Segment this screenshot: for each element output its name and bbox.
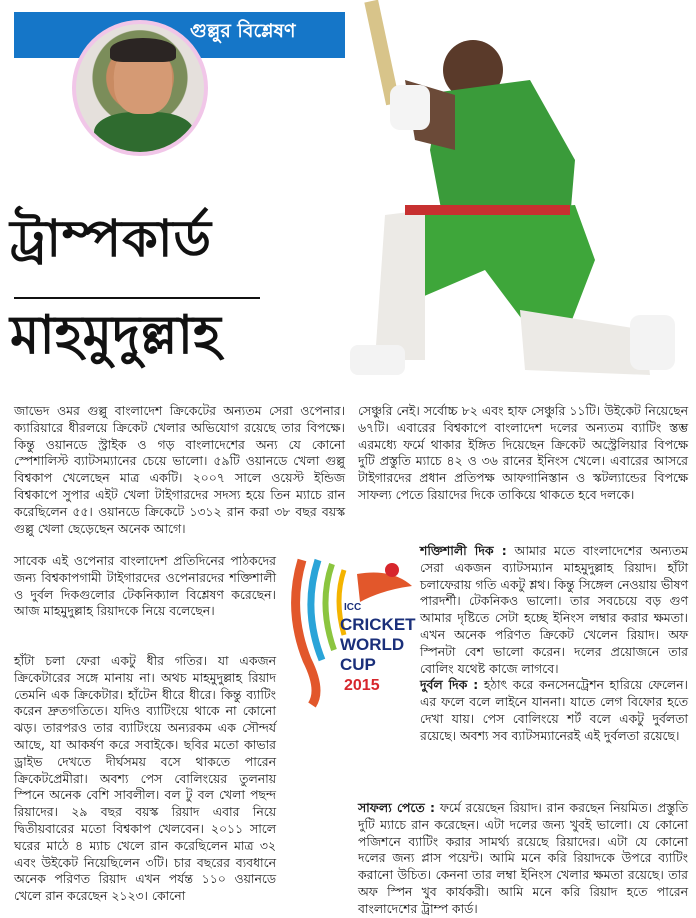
article-intro: জাভেদ ওমর গুল্লু বাংলাদেশ ক্রিকেটের অন্যতম সেরা ওপেনার। ক্যারিয়ারে ধীরলয়ে ক্রিকেট খেলার অভিযোগ রয়েছে তার বিপক্ষে। কিন্তু ওয়ানডে স্ট্রাইক ও গড় বাংলাদেশের অন্য যে কোনো স্পেশালিস্ট ব্যাটসম্যানের চেয়ে ভালো। ৫৯টি ওয়ানডে খেলা গুল্লু বিশ্বকাপ খেলেছেন মাত্র একটি। ২০০৭ সালে ওয়েস্ট ইন্ডিজ বিশ্বকাপে সুপার এইট খেলা টাইগারদের সদস্য হয়ে তিন ম্যাচে রান করেছিলেন ৫৫। ওয়ানডে ক্রিকেটে ১৩১২ রান করা ৩৮ বছর বয়স্ক গুল্লু খেলা ছেড়েছেন অনেক আগে।: [14, 403, 345, 536]
headline-line-2: মাহমুদুল্লাহ: [10, 305, 221, 366]
success-text: ফর্মে রয়েছেন রিয়াদ। রান করছেন নিয়মিত। প্রস্তুতি দুটি ম্যাচে রান করেছেন। এটা দলের জন্য খুবই ভালো। যে কোনো পজিশনে ব্যাটিং করার সামর্থ্য রয়েছে রিয়াদের। এটা যে কোনো দলের জন্য প্লাস পয়েন্ট। আমি মনে করি রিয়াদকে উপরে ব্যাটিং করানো উচিত। কেননা তার লম্বা ইনিংস খেলার ক্ষমতা রয়েছে। তার অফ স্পিন খুব কার্যকরী। আমি মনে করি রিয়াদ হতে পারেন বাংলাদেশের ট্রাম্প কার্ড।: [358, 800, 688, 916]
portrait-hair: [110, 38, 176, 62]
article-column-1-top: [14, 403, 345, 537]
logo-cup: CUP: [340, 655, 376, 674]
headline-line-1: ট্রাম্পকার্ড: [10, 210, 213, 269]
article-column-2-middle: [420, 543, 688, 745]
strengths-text: আমার মতে বাংলাদেশের অন্যতম সেরা একজন ব্যাটসম্যান মাহমুদুল্লাহ রিয়াদ। হাঁটা চলাফেরায় গতি একটু শ্লথ। কিন্তু সিঙ্গেল নেওয়ায় ভীষণ পারদর্শী। টেকনিকও ভালো। তার সবচেয়ে বড় গুণ আমার দৃষ্টিতে সেটা হচ্ছে ইনিংস লম্বার করার ক্ষমতা। এখন অনেক পরিণত ক্রিকেট খেলেন রিয়াদ। অফ স্পিনটা বেশ ভালো করেন। দলের প্রয়োজনে তার বোলিং যথেষ্ট কাজে লাগবে।: [420, 543, 689, 676]
weaknesses-paragraph: [420, 677, 688, 744]
columnist-portrait: [72, 20, 208, 156]
article-column-1-lower: [14, 653, 276, 905]
world-cup-logo: [282, 550, 417, 710]
article-column-2-bottom: [358, 800, 688, 918]
success-label: সাফল্য পেতে :: [358, 800, 435, 815]
logo-icc: ICC: [344, 602, 362, 613]
logo-cricket: CRICKET: [340, 615, 416, 634]
weaknesses-label: দুর্বল দিক :: [420, 677, 479, 693]
article-paragraph-4: সেঞ্চুরি নেই। সর্বোচ্চ ৮২ এবং হাফ সেঞ্চুরি ১১টি। উইকেট নিয়েছেন ৬৭টি। এবারের বিশ্বকাপে বাংলাদেশ দলের অন্যতম ব্যাটিং স্তম্ভ এরমধ্যে ফর্মে থাকার ইঙ্গিত দিয়েছেন ক্রিকেট অস্ট্রেলিয়ার বিপক্ষে দুটি প্রস্তুতি ম্যাচে ৪২ ও ৩৬ রানের ইনিংস খেলে। এবারের আসরে টাইগারদের প্রধান প্রতিপক্ষ আফগানিস্তান ও স্কটল্যান্ডের বিপক্ষে সাফল্য পেতে রিয়াদের দিকে তাকিয়ে থাকতে হবে দলকে।: [358, 403, 688, 502]
weaknesses-text: হঠাৎ করে কনসেনট্রেশন হারিয়ে ফেলেন। এর ফলে বলে লাইনে যাননা। যাতে লেগ বিফোর হতে দেখা যায়। পেস বোলিংয়ে শর্ট বলে একটু দুর্বলতা রয়েছে। অবশ্য সব ব্যাটসম্যানেরই এই দুর্বলতা রয়েছে।: [420, 677, 688, 743]
logo-year: 2015: [344, 677, 380, 694]
strengths-paragraph: [420, 543, 688, 677]
strengths-label: শক্তিশালী দিক :: [420, 543, 507, 558]
article-paragraph-3: হাঁটা চলা ফেরা একটু ধীর গতির। যা একজন ক্রিকেটারের সঙ্গে মানায় না। অথচ মাহমুদুল্লাহ রিয়াদ তেমনি এক ক্রিকেটার। হাঁটেন ধীরে ধীরে। কিন্তু ব্যাটিং করেন দ্রুতগতিতে। যদিও ব্যাটিংয়ে থাকে না কোনো ঝড়। তারপরও তার ব্যাটিংয়ে অন্যরকম এক সৌন্দর্য আছে, যা আকর্ষণ করে সবাইকে। ছবির মতো কাভার ড্রাইভ দেখতে দীর্ঘসময় বসে থাকতে পারেন ক্রিকেটপ্রেমীরা। অবশ্য পেস বোলিংয়ের তুলনায় স্পিনে অনেক বেশি সাবলীল। বল টু বল খেলা পছন্দ রিয়াদের। ২৯ বছর বয়স্ক রিয়াদ এবার নিয়ে দ্বিতীয়বারের মতো বিশ্বকাপ খেলবেন। ২০১১ সালে ঘরের মাঠে ৪ ম্যাচ খেলে রান করেছিলেন মাত্র ৩২ এবং উইকেট নিয়েছিলেন ৩টি। চার বছরের ব্যবধানে অনেক পরিণত রিয়াদ এখন পর্যন্ত ১১০ ওয়ানডে খেলে রান করেছেন ২১২৩। কোনো: [14, 653, 276, 904]
batsman-photo: [345, 0, 690, 400]
logo-world: WORLD: [340, 635, 405, 654]
article-paragraph-2: সাবেক এই ওপেনার বাংলাদেশ প্রতিদিনের পাঠকদের জন্য বিশ্বকাপগামী টাইগারদের ওপেনারদের শক্তিশালী ও দুর্বল দিকগুলোর টেকনিক্যাল বিশ্লেষণ করেছেন। আজ মাহমুদুল্লাহ রিয়াদকে নিয়ে বলেছেন।: [14, 553, 276, 619]
article-column-1-middle: [14, 553, 276, 620]
success-paragraph: [358, 800, 688, 918]
section-banner-label: গুল্লুর বিশ্লেষণ: [190, 20, 296, 42]
article-column-2-top: [358, 403, 688, 504]
portrait-shirt: [94, 112, 194, 156]
